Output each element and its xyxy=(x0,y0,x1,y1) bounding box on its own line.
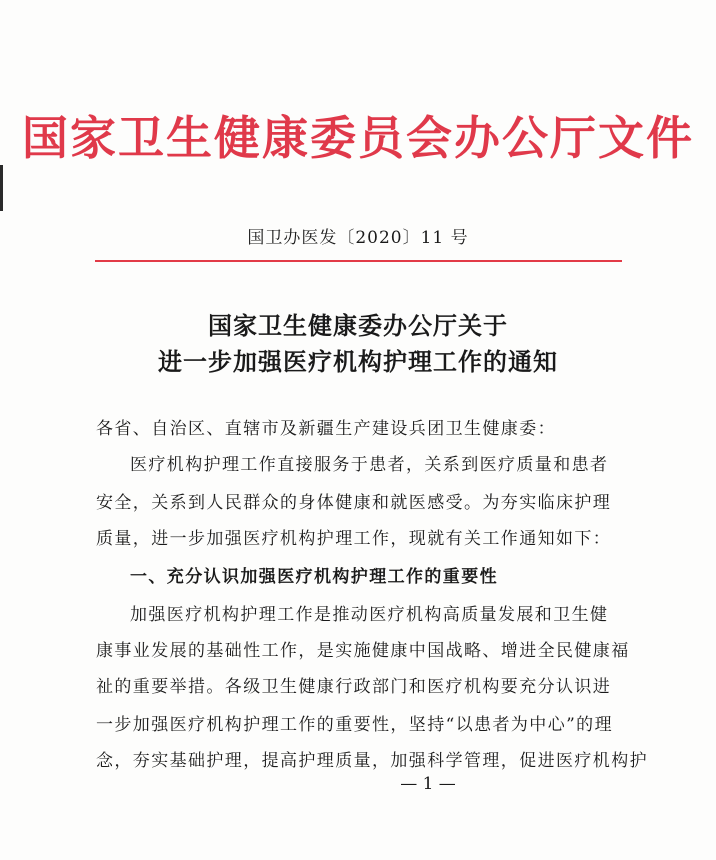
addressee-line: 各省、自治区、直辖市及新疆生产建设兵团卫生健康委： xyxy=(96,419,556,439)
section-1-line-1: 加强医疗机构护理工作是推动医疗机构高质量发展和卫生健 xyxy=(130,605,609,625)
notice-title-line-2: 进一步加强医疗机构护理工作的通知 xyxy=(158,347,558,376)
scan-edge-mark xyxy=(0,165,3,211)
intro-line-3: 质量，进一步加强医疗机构护理工作，现就有关工作通知如下： xyxy=(96,529,612,549)
section-1-line-3: 祉的重要举措。各级卫生健康行政部门和医疗机构要充分认识进 xyxy=(96,677,612,697)
page-number: — 1 — xyxy=(400,774,456,794)
section-1-heading: 一、充分认识加强医疗机构护理工作的重要性 xyxy=(130,567,498,587)
header-red-rule xyxy=(95,260,622,262)
intro-line-1: 医疗机构护理工作直接服务于患者，关系到医疗质量和患者 xyxy=(130,455,609,475)
notice-title-line-1: 国家卫生健康委办公厅关于 xyxy=(208,311,508,340)
section-1-line-2: 康事业发展的基础性工作，是实施健康中国战略、增进全民健康福 xyxy=(96,641,630,661)
section-1-line-4: 一步加强医疗机构护理工作的重要性，坚持“以患者为中心”的理 xyxy=(96,715,613,735)
intro-line-2: 安全，关系到人民群众的身体健康和就医感受。为夯实临床护理 xyxy=(96,493,612,513)
document-number: 国卫办医发〔2020〕11 号 xyxy=(247,228,469,248)
document-header-title: 国家卫生健康委员会办公厅文件 xyxy=(22,111,694,165)
section-1-line-5: 念，夯实基础护理，提高护理质量，加强科学管理，促进医疗机构护 xyxy=(96,751,648,771)
